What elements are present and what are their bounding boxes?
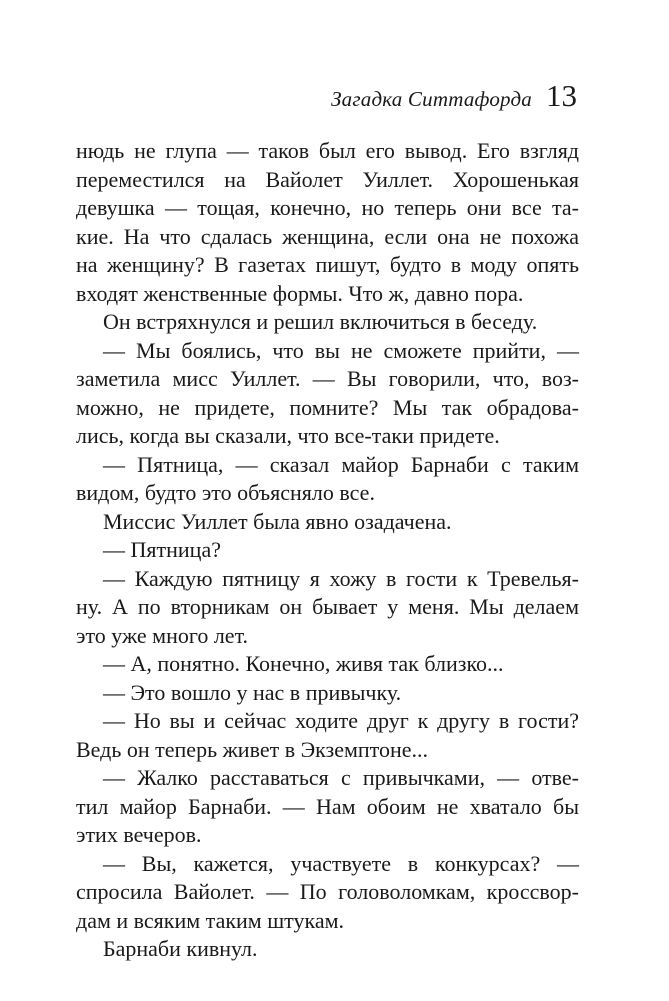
text-line: Барнаби кивнул.: [103, 936, 258, 961]
text-line: — Пятница?: [103, 537, 221, 562]
text-line: дам и всяким таким штукам.: [76, 907, 345, 933]
text-line: спросила Вайолет. — По головоломкам, кроссвор-: [76, 879, 579, 904]
text-line: — Каждую пятницу я хожу в гости к Тревелья-: [103, 565, 579, 591]
page-number: 13: [546, 78, 577, 113]
text-line: можно, не придете, помните? Мы так обрадова-: [76, 394, 579, 420]
body-text: [76, 137, 579, 964]
text-line: — Это вошло у нас в привычку.: [103, 679, 402, 705]
running-title: Загадка Ситтафорда: [331, 87, 532, 111]
text-line: — Вы, кажется, участвуете в конкурсах? —: [103, 850, 579, 876]
text-line: видом, будто это объясняло все.: [76, 480, 375, 505]
text-line: Он встряхнулся и решил включиться в беседу.: [103, 309, 538, 334]
text-line: нюдь не глупа — таков был его вывод. Его взгляд: [76, 138, 579, 163]
text-line: девушка — тощая, конечно, но теперь они все та-: [76, 195, 579, 220]
text-line: Миссис Уиллет была явно озадачена.: [103, 508, 452, 534]
text-line: входят женственные формы. Что ж, давно пора.: [76, 280, 524, 306]
text-line: переместился на Вайолет Уиллет. Хорошенькая: [76, 166, 579, 192]
text-line: — Но вы и сейчас ходите друг к другу в гости?: [103, 708, 579, 733]
text-line: — Пятница, — сказал майор Барнаби с таким: [103, 451, 579, 477]
text-line: — Мы боялись, что вы не сможете прийти, —: [103, 337, 579, 363]
text-line: лись, когда вы сказали, что все-таки придете.: [76, 423, 500, 448]
text-line: этих вечеров.: [76, 822, 202, 847]
text-line: кие. На что сдалась женщина, если она не похожа: [76, 223, 579, 249]
text-line: Ведь он теперь живет в Экземптоне...: [76, 736, 429, 762]
text-line: ну. А по вторникам он бывает у меня. Мы делаем: [76, 594, 579, 619]
text-line: на женщину? В газетах пишут, будто в моду опять: [76, 252, 579, 277]
text-line: — А, понятно. Конечно, живя так близко...: [103, 651, 504, 676]
text-line: тил майор Барнаби. — Нам обоим не хватало бы: [76, 793, 579, 819]
page-header: [331, 78, 577, 114]
text-line: заметила мисс Уиллет. — Вы говорили, что, воз-: [76, 366, 579, 391]
text-line: это уже много лет.: [76, 622, 249, 648]
text-line: — Жалко расставаться с привычками, — отве-: [103, 765, 579, 790]
